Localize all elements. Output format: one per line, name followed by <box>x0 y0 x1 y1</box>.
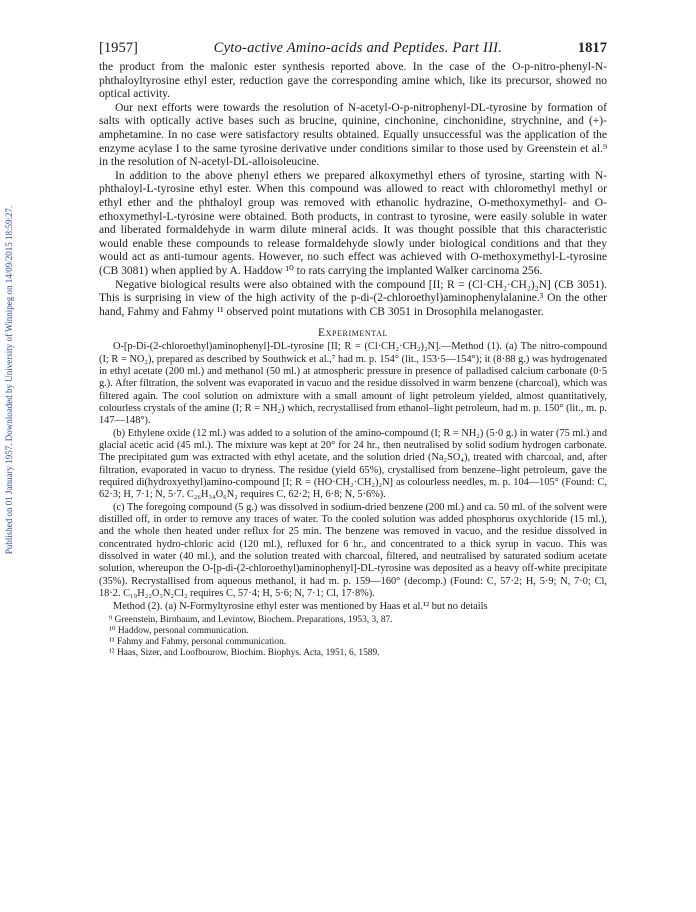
header-title: Cyto-active Amino-acids and Peptides. Part III. <box>213 40 503 56</box>
reference-item: ¹¹ Fahmy and Fahmy, personal communication. <box>109 637 287 648</box>
running-header <box>99 40 607 57</box>
body-paragraph: Negative biological results were also obtained with the compound [II; R = (Cl·CH₂·CH₂)₂N] (CB 3051). This is surprising in view of the high activity of the p-di-(2-chloroethyl)aminophenylalanine.³ On the other hand, Fahmy and Fahmy ¹¹ observed point mutations with CB 3051 in Drosophila melanogaster. <box>99 278 607 318</box>
body-paragraph: In addition to the above phenyl ethers we prepared alkoxymethyl ethers of tyrosine, starting with N-phthaloyl-L-tyrosine ethyl ester. When this compound was allowed to react with chloromethyl methyl or ethyl ether and the phthaloyl group was removed with ethanolic hydrazine, O-methoxymethyl- and O-ethoxymethyl-L-tyrosine were obtained. Both products, in contrast to tyrosine, were easily soluble in water and liberated formaldehyde in warm dilute mineral acids. It was thought possible that this characteristic would enable these compounds to release formaldehyde slowly under biological conditions and that they would act as anti-tumour agents. However, no such effect was achieved with O-methoxymethyl-L-tyrosine (CB 3081) when applied by A. Haddow ¹⁰ to rats carrying the implanted Walker carcinoma 256. <box>99 169 607 277</box>
journal-page <box>99 40 607 660</box>
reference-item: ¹² Haas, Sizer, and Loofbourow, Biochim. Biophys. Acta, 1951, 6, 1589. <box>109 648 380 659</box>
body-paragraph: the product from the malonic ester synthesis reported above. In the case of the O-p-nitro-phenyl-N-phthaloyltyrosine ethyl ester, reduction gave the corresponding amine which, like its precursor, showed no optical activity. <box>99 61 607 101</box>
header-year: [1957] <box>99 40 138 56</box>
experimental-paragraph: (b) Ethylene oxide (12 ml.) was added to a solution of the amino-compound (I; R = NH₂) (5·0 g.) in water (75 ml.) and glacial acetic acid (45 ml.). The mixture was kept at 20° for 24 hr., then neutralised by solid sodium hydrogen carbonate. The precipitated gum was extracted with ethyl acetate, and the solution dried (Na₂SO₄), treated with charcoal, and, after filtration, evaporated in vacuo to dryness. The residue (yield 65%), crystallised from benzene–light petroleum, gave the required di(hydroxyethyl)amino-compound [I; R = (HO·CH₂·CH₂)₂N] as colourless needles, m. p. 104—105° (Found: C, 62·3; H, 7·1; N, 5·7. C₂₆H₃₄O₆N₂ requires C, 62·2; H, 6·8; N, 5·6%). <box>99 427 607 501</box>
body-text <box>99 61 607 319</box>
page-number: 1817 <box>577 40 607 56</box>
section-heading-experimental: Experimental <box>317 327 389 340</box>
reference-item: ⁹ Greenstein, Birnbaum, and Levintow, Biochem. Preparations, 1953, 3, 87. <box>109 614 393 625</box>
experimental-paragraph: (c) The foregoing compound (5 g.) was dissolved in sodium-dried benzene (200 ml.) and ca. 50 ml. of the solvent were distilled off, in order to remove any traces of water. To the cooled solution was added phosphorus oxychloride (15 ml.), and the whole then heated under reflux for 25 min. The benzene was removed in vacuo, and the residue dissolved in concentrated hydro-chloric acid (120 ml.), refluxed for 6 hr., and concentrated to a thick syrup in vacuo. This was dissolved in water (40 ml.), and the solution treated with charcoal, filtered, and neutralised by saturated sodium acetate solution, whereupon the O-[p-di-(2-chloroethyl)aminophenyl]-DL-tyrosine was deposited as a heavy off-white precipitate (35%). Recrystallised from aqueous methanol, it had m. p. 159—160° (decomp.) (Found: C, 57·2; H, 5·9; N, 7·0; Cl, 18·2. C₁₉H₂₂O₃N₂Cl₂ requires C, 57·4; H, 5·6; N, 7·1; Cl, 17·8%). <box>99 501 607 600</box>
reference-item: ¹⁰ Haddow, personal communication. <box>109 626 249 637</box>
experimental-paragraph: O-[p-Di-(2-chloroethyl)aminophenyl]-DL-tyrosine [II; R = (Cl·CH₂·CH₂)₂N].—Method (1). (a) The nitro-compound (I; R = NO₂), prepared as described by Southwick et al.,⁷ had m. p. 154° (lit., 153·5—154°); it (8·88 g.) was hydrogenated in ethyl acetate (200 ml.) and methanol (50 ml.) at atmospheric pressure in presence of palladised calcium carbonate (0·5 g.). After filtration, the solvent was evaporated in vacuo and the residue dissolved in warm benzene (charcoal), which was filtered again. The cool solution on admixture with a small amount of light petroleum yielded, almost quantitatively, colourless crystals of the amine (I; R = NH₂) which, recrystallised from ethanol–light petroleum, had m. p. 150° (lit., m. p. 147—148°). <box>99 341 607 427</box>
footnote-references <box>99 615 607 660</box>
experimental-section <box>99 341 607 613</box>
watermark-text: Published on 01 January 1957. Downloaded by University of Winnipeg on 14/09/2015 18:59:27. <box>4 205 14 555</box>
body-paragraph: Our next efforts were towards the resolution of N-acetyl-O-p-nitrophenyl-DL-tyrosine by formation of salts with optically active bases such as brucine, quinine, cinchonine, cinchonidine, strychnine, and (+)-amphetamine. In no case were satisfactory results obtained. Equally unsuccessful was the application of the enzyme acylase I to the same tyrosine derivative under conditions similar to those used by Greenstein et al.⁹ in the resolution of N-acetyl-DL-alloisoleucine. <box>99 101 607 169</box>
experimental-paragraph: Method (2). (a) N-Formyltyrosine ethyl ester was mentioned by Haas et al.¹² but no details <box>113 600 488 612</box>
publication-watermark <box>2 160 16 600</box>
